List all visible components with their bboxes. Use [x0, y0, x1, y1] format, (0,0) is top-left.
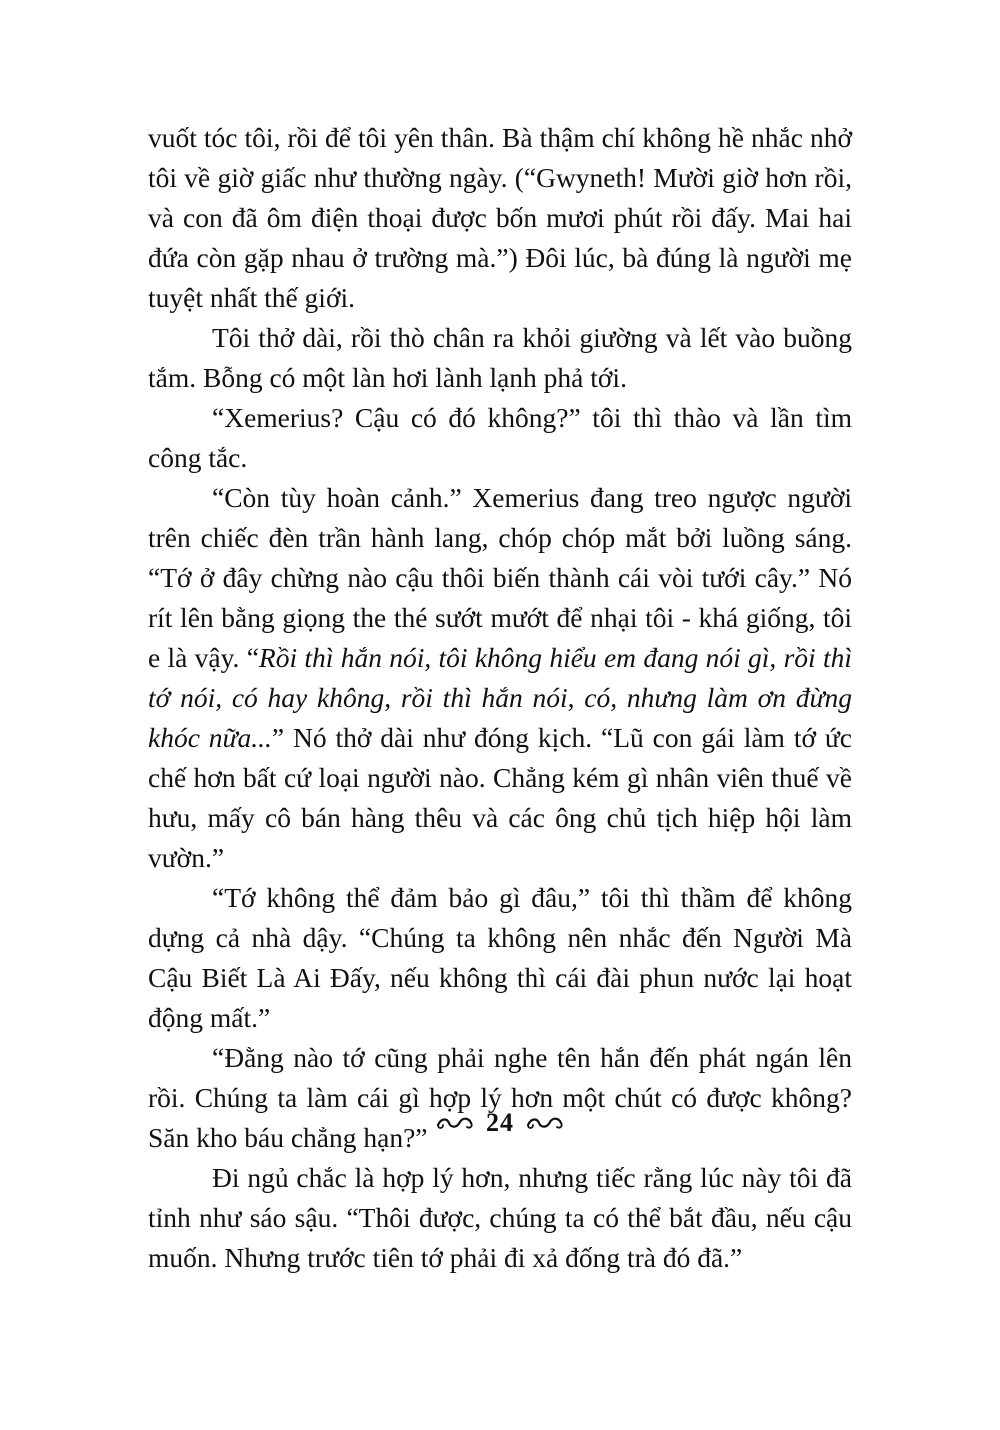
paragraph [148, 878, 852, 1038]
text-segment: “Còn tùy hoàn cảnh.” Xemerius đang treo ngược người trên chiếc đèn trần hành lang, chóp chóp mắt bởi luồng sáng. “Tớ ở đây chừng nào cậu thôi biến thành cái vòi tưới cây.” Nó rít lên bằng giọng the thé sướt mướt để nhại tôi - khá giống, tôi e là vậy. “ [148, 482, 852, 673]
paragraph [148, 1158, 852, 1278]
paragraph [148, 1038, 852, 1158]
page-number: 24 [486, 1108, 514, 1137]
paragraph [148, 318, 852, 398]
text-segment: Tôi thở dài, rồi thò chân ra khỏi giường và lết vào buồng tắm. Bỗng có một làn hơi lành lạnh phả tới. [148, 322, 852, 393]
scroll-ornament-icon [526, 1114, 564, 1132]
scroll-ornament-icon [436, 1114, 474, 1132]
body-text [148, 118, 852, 1278]
text-segment: Đi ngủ chắc là hợp lý hơn, nhưng tiếc rằng lúc này tôi đã tỉnh như sáo sậu. “Thôi được, chúng ta có thể bắt đầu, nếu cậu muốn. Nhưng trước tiên tớ phải đi xả đống trà đó đã.” [148, 1162, 852, 1273]
italic-text-segment: Rồi thì hắn nói, tôi không hiểu em đang nói gì, rồi thì tớ nói, có hay không, rồi thì hắn nói, có, nhưng làm ơn đừng khóc nữa... [148, 642, 852, 753]
text-segment: “Đằng nào tớ cũng phải nghe tên hắn đến phát ngán lên rồi. Chúng ta làm cái gì hợp lý hơn một chút có được không? Săn kho báu chẳng hạn?” [148, 1042, 852, 1153]
text-segment: ” Nó thở dài như đóng kịch. “Lũ con gái làm tớ ức chế hơn bất cứ loại người nào. Chẳng kém gì nhân viên thuế về hưu, mấy cô bán hàng thêu và các ông chủ tịch hiệp hội làm vườn.” [148, 722, 852, 873]
page-footer [0, 1108, 1000, 1138]
text-segment: “Xemerius? Cậu có đó không?” tôi thì thào và lần tìm công tắc. [148, 402, 852, 473]
text-segment: “Tớ không thể đảm bảo gì đâu,” tôi thì thầm để không dựng cả nhà dậy. “Chúng ta không nên nhắc đến Người Mà Cậu Biết Là Ai Đấy, nếu không thì cái đài phun nước lại hoạt động mất.” [148, 882, 852, 1033]
paragraph [148, 118, 852, 318]
paragraph [148, 478, 852, 878]
paragraph [148, 398, 852, 478]
text-segment: vuốt tóc tôi, rồi để tôi yên thân. Bà thậm chí không hề nhắc nhở tôi về giờ giấc như thường ngày. (“Gwyneth! Mười giờ hơn rồi, và con đã ôm điện thoại được bốn mươi phút rồi đấy. Mai hai đứa còn gặp nhau ở trường mà.”) Đôi lúc, bà đúng là người mẹ tuyệt nhất thế giới. [148, 122, 852, 313]
